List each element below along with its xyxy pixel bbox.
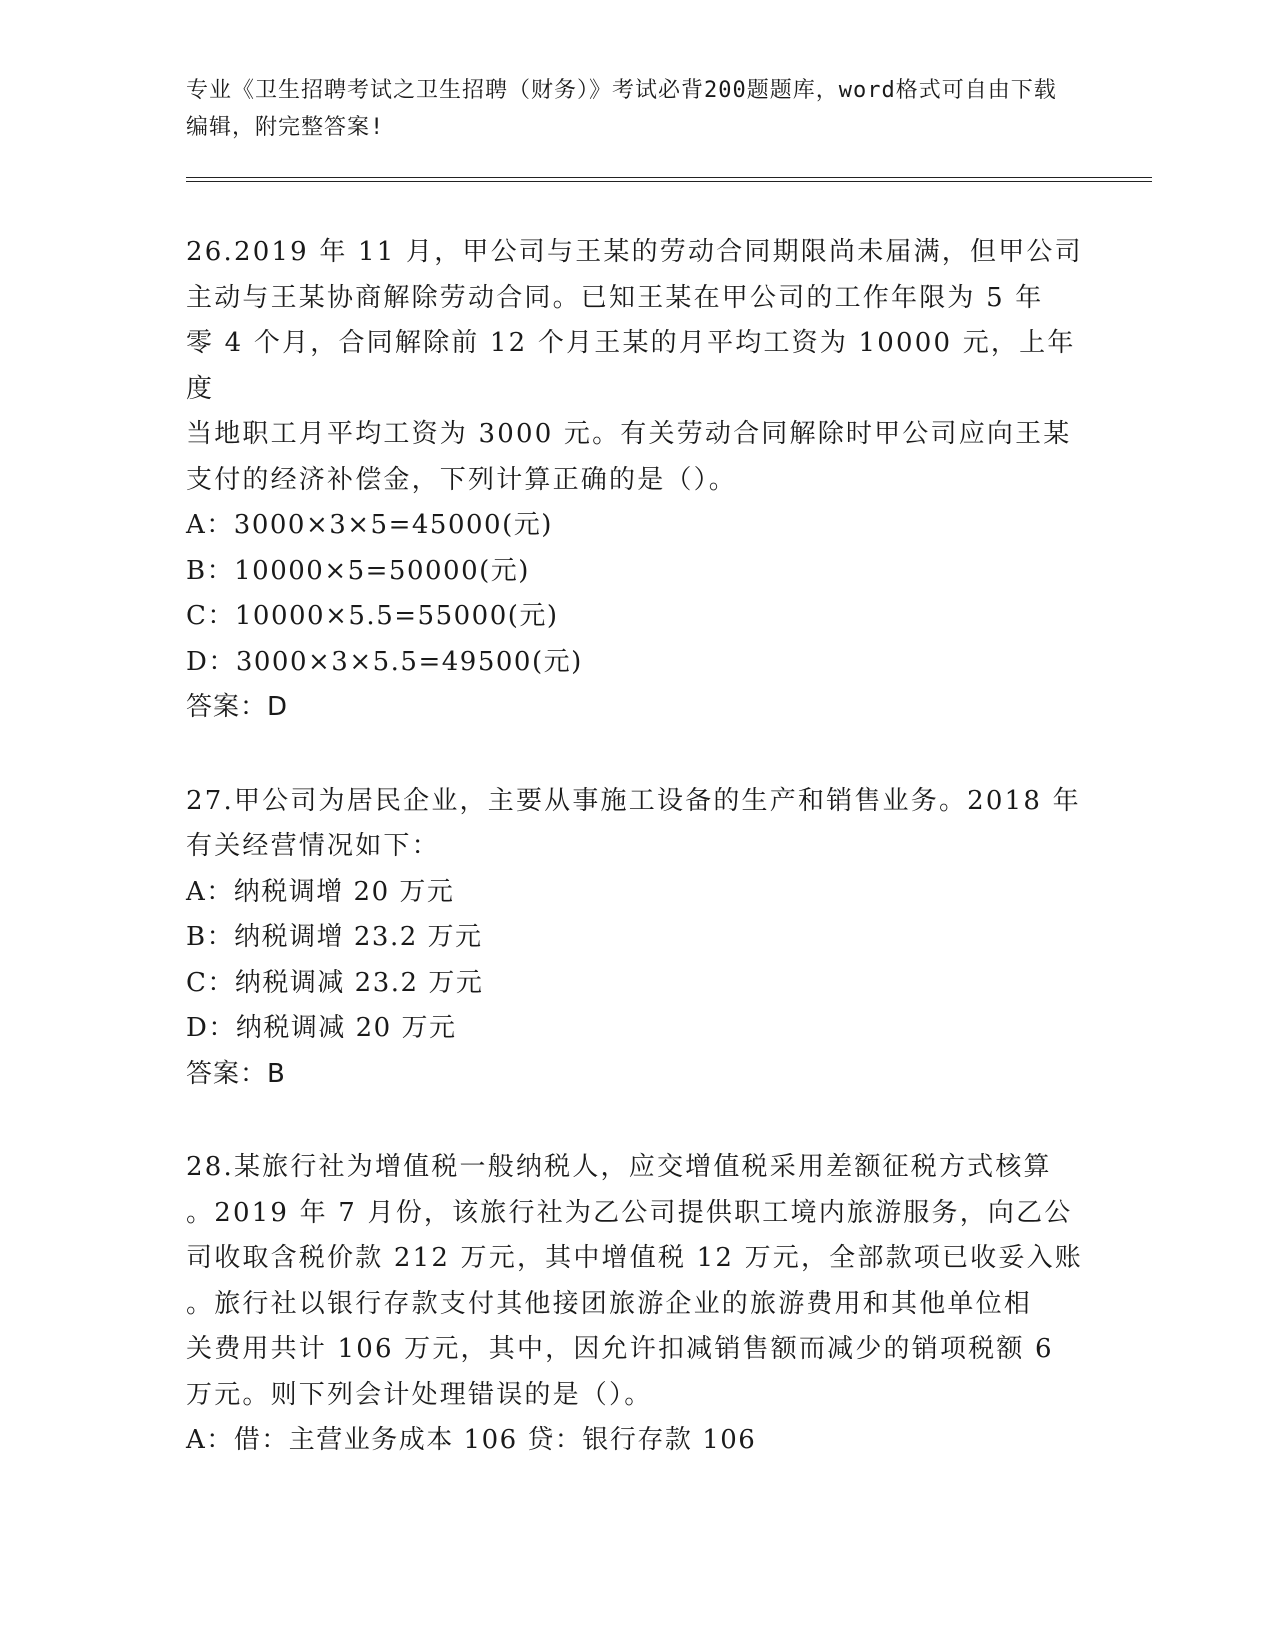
question-stem: 28.某旅行社为增值税一般纳税人，应交增值税采用差额征税方式核算 。2019 年 7 月份，该旅行社为乙公司提供职工境内旅游服务，向乙公 司收取含税价款 212 万元，其中增值税 12 万元，全部款项已收妥入账 。旅行社以银行存款支付其他接团旅游企业的旅游费用和其他单位相 关费用共计 106 万元，其中，因允许扣减销售额而减少的销项税额 6 万元。则下列会计处理错误的是（）。	[186, 1152, 1083, 1410]
question-27	[186, 779, 1086, 1098]
question-stem: 26.2019 年 11 月，甲公司与王某的劳动合同期限尚未届满，但甲公司 主动与王某协商解除劳动合同。已知王某在甲公司的工作年限为 5 年 零 4 个月，合同解除前 12 个月王某的月平均工资为 10000 元，上年度 当地职工月平均工资为 3000 元。有关劳动合同解除时甲公司应向王某 支付的经济补偿金，下列计算正确的是（）。	[186, 237, 1083, 495]
option-a: A：借：主营业务成本 106 贷：银行存款 106	[186, 1425, 757, 1455]
question-stem: 27.甲公司为居民企业，主要从事施工设备的生产和销售业务。2018 年 有关经营情况如下：	[186, 785, 1081, 861]
answer-line: 答案：B	[186, 1058, 286, 1089]
option-b: B：纳税调增 23.2 万元	[186, 922, 483, 952]
question-28	[186, 1145, 1086, 1464]
page-header-title: 专业《卫生招聘考试之卫生招聘（财务）》考试必背200题题库，word格式可自由下载编辑，附完整答案!	[186, 78, 1057, 140]
question-list	[186, 230, 1086, 1512]
question-26	[186, 230, 1086, 731]
option-a: A：3000×3×5=45000(元)	[186, 510, 553, 540]
option-b: B：10000×5=50000(元)	[186, 555, 530, 586]
header-divider	[186, 177, 1152, 182]
option-c: C：10000×5.5=55000(元)	[186, 601, 559, 631]
answer-line: 答案：D	[186, 692, 289, 722]
option-d: D：3000×3×5.5=49500(元)	[186, 646, 583, 677]
option-c: C：纳税调减 23.2 万元	[186, 967, 484, 998]
option-a: A：纳税调增 20 万元	[186, 876, 455, 907]
option-d: D：纳税调减 20 万元	[186, 1013, 457, 1043]
